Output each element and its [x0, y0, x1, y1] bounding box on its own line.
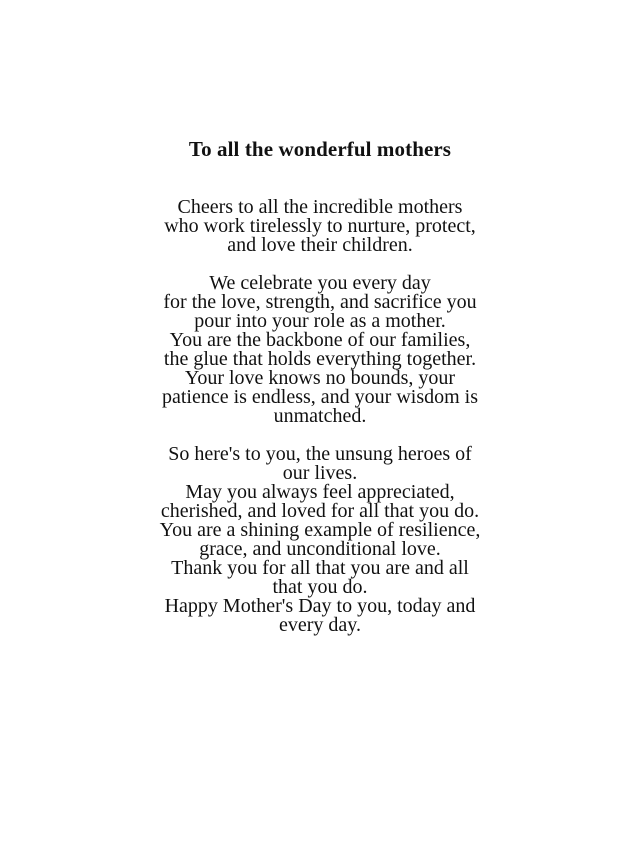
stanza-2: [0, 274, 640, 426]
poem-line: We celebrate you every day: [209, 272, 431, 294]
poem-line: Your love knows no bounds, your: [184, 367, 456, 389]
document-title: To all the wonderful mothers: [188, 137, 452, 161]
poem-line: Thank you for all that you are and all: [171, 557, 469, 579]
poem-line: Happy Mother's Day to you, today and: [164, 595, 476, 617]
poem-body: [0, 198, 640, 654]
poem-line: Cheers to all the incredible mothers: [177, 196, 463, 218]
poem-line: that you do.: [272, 576, 368, 598]
stanza-1: [0, 198, 640, 255]
poem-line: and love their children.: [227, 234, 413, 256]
poem-line: our lives.: [282, 462, 358, 484]
poem-line: May you always feel appreciated,: [185, 481, 455, 503]
poem-line: every day.: [279, 614, 361, 636]
poem-line: grace, and unconditional love.: [199, 538, 441, 560]
poem-line: So here's to you, the unsung heroes of: [168, 443, 472, 465]
poem-line: the glue that holds everything together.: [163, 348, 477, 370]
poem-line: who work tirelessly to nurture, protect,: [164, 215, 476, 237]
poem-line: for the love, strength, and sacrifice you: [163, 291, 477, 313]
poem-line: You are a shining example of resilience,: [159, 519, 481, 541]
stanza-3: [0, 445, 640, 635]
poem-line: unmatched.: [273, 405, 367, 427]
poem-line: patience is endless, and your wisdom is: [161, 386, 479, 408]
poem-line: cherished, and loved for all that you do.: [160, 500, 480, 522]
poem-line: You are the backbone of our families,: [169, 329, 471, 351]
poem-line: pour into your role as a mother.: [194, 310, 446, 332]
